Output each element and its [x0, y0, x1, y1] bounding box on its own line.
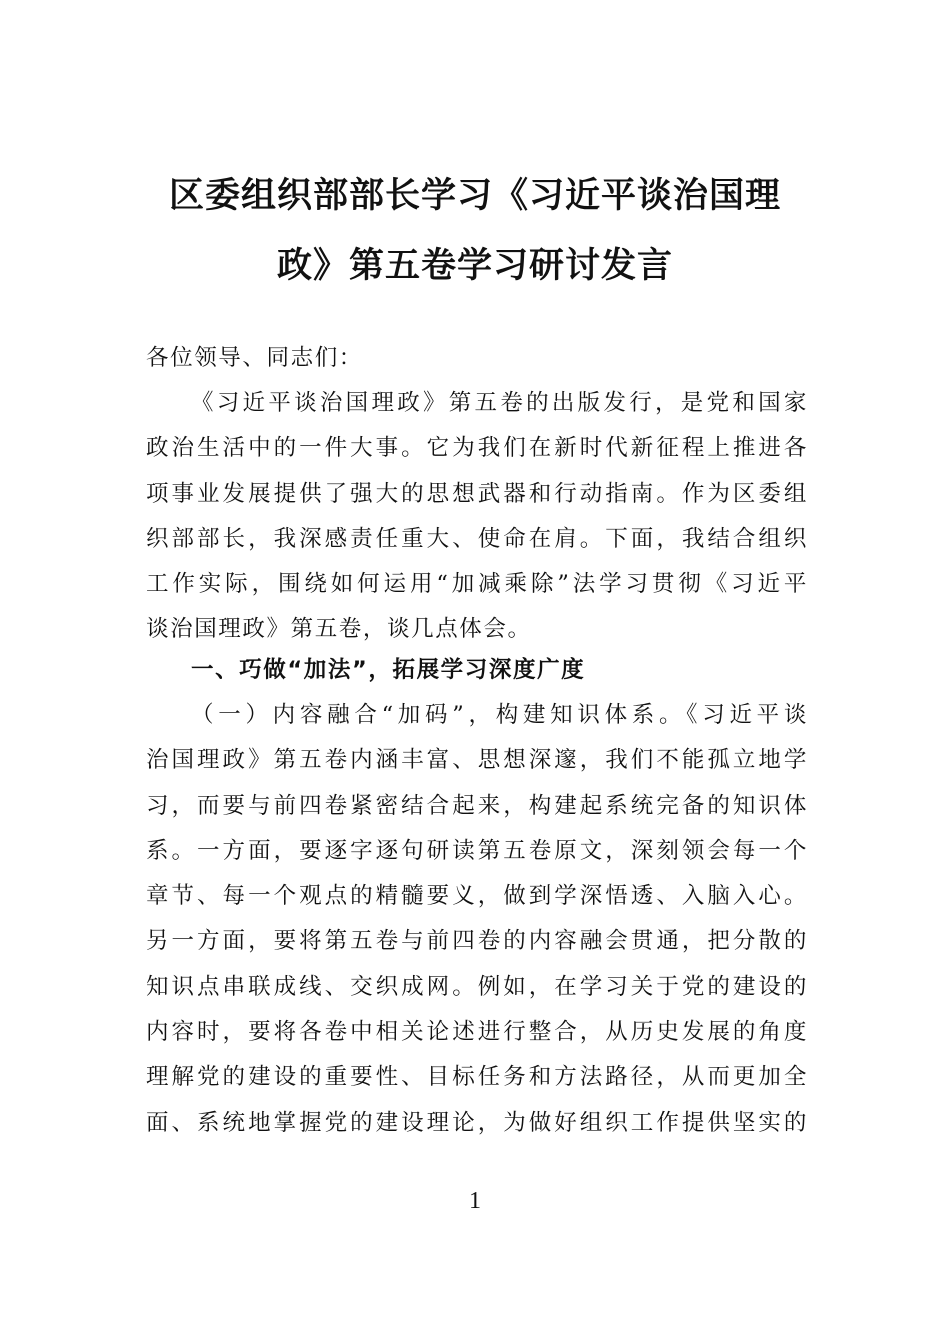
document-title-line-2: 政》第五卷学习研讨发言 [276, 246, 673, 286]
page-number: 1 [469, 1188, 481, 1214]
paragraph-line: 内容时，要将各卷中相关论述进行整合，从历史发展的角度 [146, 1019, 808, 1046]
document-title-line-1: 区委组织部部长学习《习近平谈治国理 [168, 176, 781, 216]
paragraph-line: 织部部长，我深感责任重大、使命在肩。下面，我结合组织 [146, 525, 808, 552]
paragraph-line: 系。一方面，要逐字逐句研读第五卷原文，深刻领会每一个 [146, 837, 808, 864]
paragraph-section-1-1 [146, 693, 808, 1146]
greeting-text: 各位领导、同志们： [146, 345, 363, 371]
paragraph-line: 项事业发展提供了强大的思想武器和行动指南。作为区委组 [146, 480, 808, 507]
paragraph-line: （一）内容融合“加码”，构建知识体系。《习近平谈 [191, 702, 808, 728]
paragraph-line: 习，而要与前四卷紧密结合起来，构建起系统完备的知识体 [146, 792, 808, 819]
paragraph-intro [146, 381, 808, 653]
paragraph-line: 面、系统地掌握党的建设理论，为做好组织工作提供坚实的 [146, 1109, 808, 1136]
paragraph-line: 知识点串联成线、交织成网。例如，在学习关于党的建设的 [146, 973, 808, 1000]
paragraph-line: 工作实际，围绕如何运用“加减乘除”法学习贯彻《习近平 [146, 571, 808, 598]
greeting [146, 336, 808, 381]
section-heading-text: 一、巧做“加法”，拓展学习深度广度 [191, 657, 586, 683]
section-heading-1 [146, 648, 808, 693]
paragraph-line: 政治生活中的一件大事。它为我们在新时代新征程上推进各 [146, 435, 808, 462]
paragraph-line: 治国理政》第五卷内涵丰富、思想深邃，我们不能孤立地学 [146, 747, 808, 774]
paragraph-line: 谈治国理政》第五卷，谈几点体会。 [146, 616, 532, 643]
paragraph-line: 章节、每一个观点的精髓要义，做到学深悟透、入脑入心。 [146, 883, 808, 910]
paragraph-line: 理解党的建设的重要性、目标任务和方法路径，从而更加全 [146, 1064, 808, 1091]
paragraph-line: 《习近平谈治国理政》第五卷的出版发行，是党和国家 [191, 390, 808, 416]
paragraph-line: 另一方面，要将第五卷与前四卷的内容融会贯通，把分散的 [146, 928, 808, 955]
